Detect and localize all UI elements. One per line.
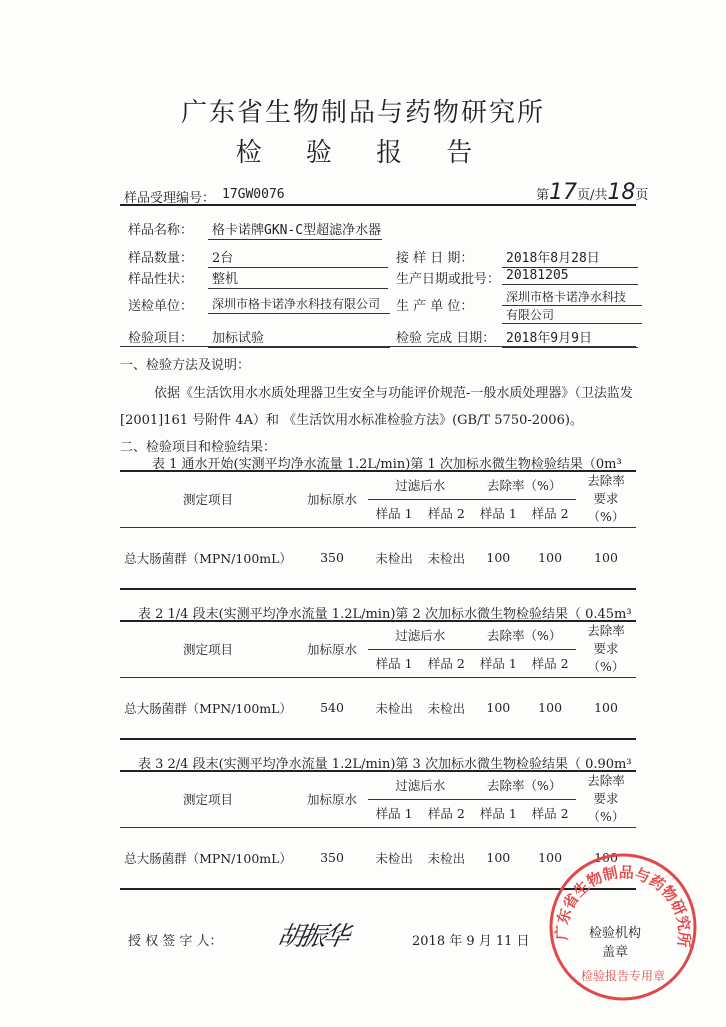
col-header-removal1: 样品 1: [479, 656, 517, 671]
col-header-sample1: 样品 1: [375, 506, 413, 521]
col-header-requirement: 去除率 要求 （%）: [587, 473, 625, 525]
col-header-removal: 去除率（%）: [472, 771, 576, 799]
producer-value-line1: 深圳市格卡诺净水科技: [502, 288, 642, 306]
org-seal-label: 检验机构 盖章: [588, 926, 641, 960]
batch-value: 20181205: [502, 268, 638, 285]
item-label: 检验项目：: [128, 331, 194, 346]
header-divider: [120, 204, 636, 206]
col-header-removal1: 样品 1: [479, 506, 517, 521]
sample-no-label: 样品受理编号：: [124, 191, 216, 206]
cell-filtered-1: 未检出: [375, 850, 413, 866]
page-number: 第17页/共18页: [536, 180, 649, 205]
table1-caption: 表 1 通水开始(实测平均净水流量 1.2L/min)第 1 次加标水微生物检验结果（0m³: [152, 457, 622, 472]
handwritten-signature: 胡振华: [274, 922, 350, 952]
col-header-sample2: 样品 2: [427, 806, 465, 821]
finish-date-label: 检验 完成 日期：: [396, 331, 496, 346]
item-value: 加标试验: [208, 327, 390, 348]
sample-no-value: 17GW0076: [222, 187, 285, 202]
cell-requirement: 100: [594, 850, 618, 866]
col-header-sample1: 样品 1: [375, 656, 413, 671]
col-header-filtered: 过滤后水: [368, 621, 472, 649]
cell-filtered-1: 未检出: [375, 700, 413, 716]
col-header-item: 测定项目: [182, 642, 233, 658]
cell-filtered-2: 未检出: [427, 550, 466, 566]
producer-label: 生 产 单 位：: [396, 299, 474, 314]
nature-label: 样品性状：: [128, 272, 194, 287]
sample-name-value: 格卡诺牌GKN-C型超滤净水器: [208, 219, 382, 240]
svg-text:检验报告专用章: 检验报告专用章: [580, 969, 666, 983]
col-header-item: 测定项目: [182, 492, 233, 508]
col-header-raw: 加标原水: [306, 792, 357, 808]
result-table-1: [120, 470, 636, 590]
signer-label: 授 权 签 字 人：: [128, 934, 223, 949]
cell-removal-2: 100: [538, 550, 563, 566]
col-header-removal2: 样品 2: [531, 806, 569, 821]
cell-removal-1: 100: [486, 550, 511, 566]
table3-caption: 表 3 2/4 段末(实测平均净水流量 1.2L/min)第 3 次加标水微生物检验结果（ 0.90m³: [138, 757, 632, 772]
table-row: [120, 677, 636, 739]
cell-removal-2: 100: [538, 850, 563, 866]
svg-text:广东省生物制品与药物研究所: 广东省生物制品与药物研究所: [552, 863, 694, 948]
col-header-removal: 去除率（%）: [472, 471, 576, 499]
col-header-sample2: 样品 2: [427, 506, 465, 521]
sign-date: 2018 年 9 月 11 日: [412, 934, 530, 949]
official-seal: [548, 852, 698, 1002]
cell-raw: 350: [320, 850, 344, 866]
quantity-label: 样品数量：: [128, 251, 194, 266]
section1-line1: 依据《生活饮用水水质处理器卫生安全与功能评价规范-一般水质处理器》（卫法监发: [154, 386, 633, 401]
col-header-raw: 加标原水: [306, 492, 357, 508]
col-header-removal: 去除率（%）: [472, 621, 576, 649]
table-row: [120, 527, 636, 589]
col-header-filtered: 过滤后水: [368, 471, 472, 499]
cell-requirement: 100: [594, 700, 618, 716]
section2-heading: 二、检验项目和检验结果：: [120, 440, 277, 455]
cell-item: 总大肠菌群（MPN/100mL）: [124, 850, 292, 866]
table2-caption: 表 2 1/4 段末(实测平均净水流量 1.2L/min)第 2 次加标水微生物检验结果（ 0.45m³: [138, 607, 632, 622]
cell-removal-1: 100: [486, 700, 511, 716]
cell-item: 总大肠菌群（MPN/100mL）: [124, 550, 292, 566]
col-header-raw: 加标原水: [306, 642, 357, 658]
cell-filtered-2: 未检出: [427, 850, 466, 866]
col-header-filtered: 过滤后水: [368, 771, 472, 799]
submitter-label: 送检单位：: [128, 299, 194, 314]
cell-filtered-2: 未检出: [427, 700, 466, 716]
report-title: 检 验 报 告: [235, 138, 491, 168]
sample-name-label: 样品名称：: [128, 223, 194, 238]
cell-filtered-1: 未检出: [375, 550, 413, 566]
fields-divider: [120, 346, 636, 347]
cell-removal-2: 100: [538, 700, 563, 716]
section1-heading: 一、检验方法及说明：: [120, 358, 251, 373]
section1-line2: [2001]161 号附件 4A）和 《生活饮用水标准检验方法》(GB/T 5750-2006)。: [120, 413, 583, 428]
col-header-removal1: 样品 1: [479, 806, 517, 821]
cell-removal-1: 100: [486, 850, 511, 866]
organization-name: 广东省生物制品与药物研究所: [180, 98, 545, 128]
cell-raw: 350: [320, 550, 344, 566]
col-header-requirement: 去除率 要求 （%）: [587, 773, 625, 825]
producer-value-line2: 有限公司: [502, 306, 642, 324]
col-header-removal2: 样品 2: [531, 506, 569, 521]
col-header-removal2: 样品 2: [531, 656, 569, 671]
receive-date-value: 2018年8月28日: [502, 247, 638, 268]
col-header-sample1: 样品 1: [375, 806, 413, 821]
col-header-sample2: 样品 2: [427, 656, 465, 671]
finish-date-value: 2018年9月9日: [502, 327, 638, 348]
cell-requirement: 100: [594, 550, 618, 566]
receive-date-label: 接 样 日 期：: [396, 251, 474, 266]
nature-value: 整机: [208, 268, 388, 289]
result-table-2: [120, 620, 636, 740]
submitter-value: 深圳市格卡诺净水科技有限公司: [208, 295, 390, 314]
cell-item: 总大肠菌群（MPN/100mL）: [124, 700, 292, 716]
cell-raw: 540: [320, 700, 344, 716]
col-header-item: 测定项目: [182, 792, 233, 808]
col-header-requirement: 去除率 要求 （%）: [587, 623, 625, 675]
quantity-value: 2台: [208, 247, 388, 268]
batch-label: 生产日期或批号：: [396, 272, 501, 287]
